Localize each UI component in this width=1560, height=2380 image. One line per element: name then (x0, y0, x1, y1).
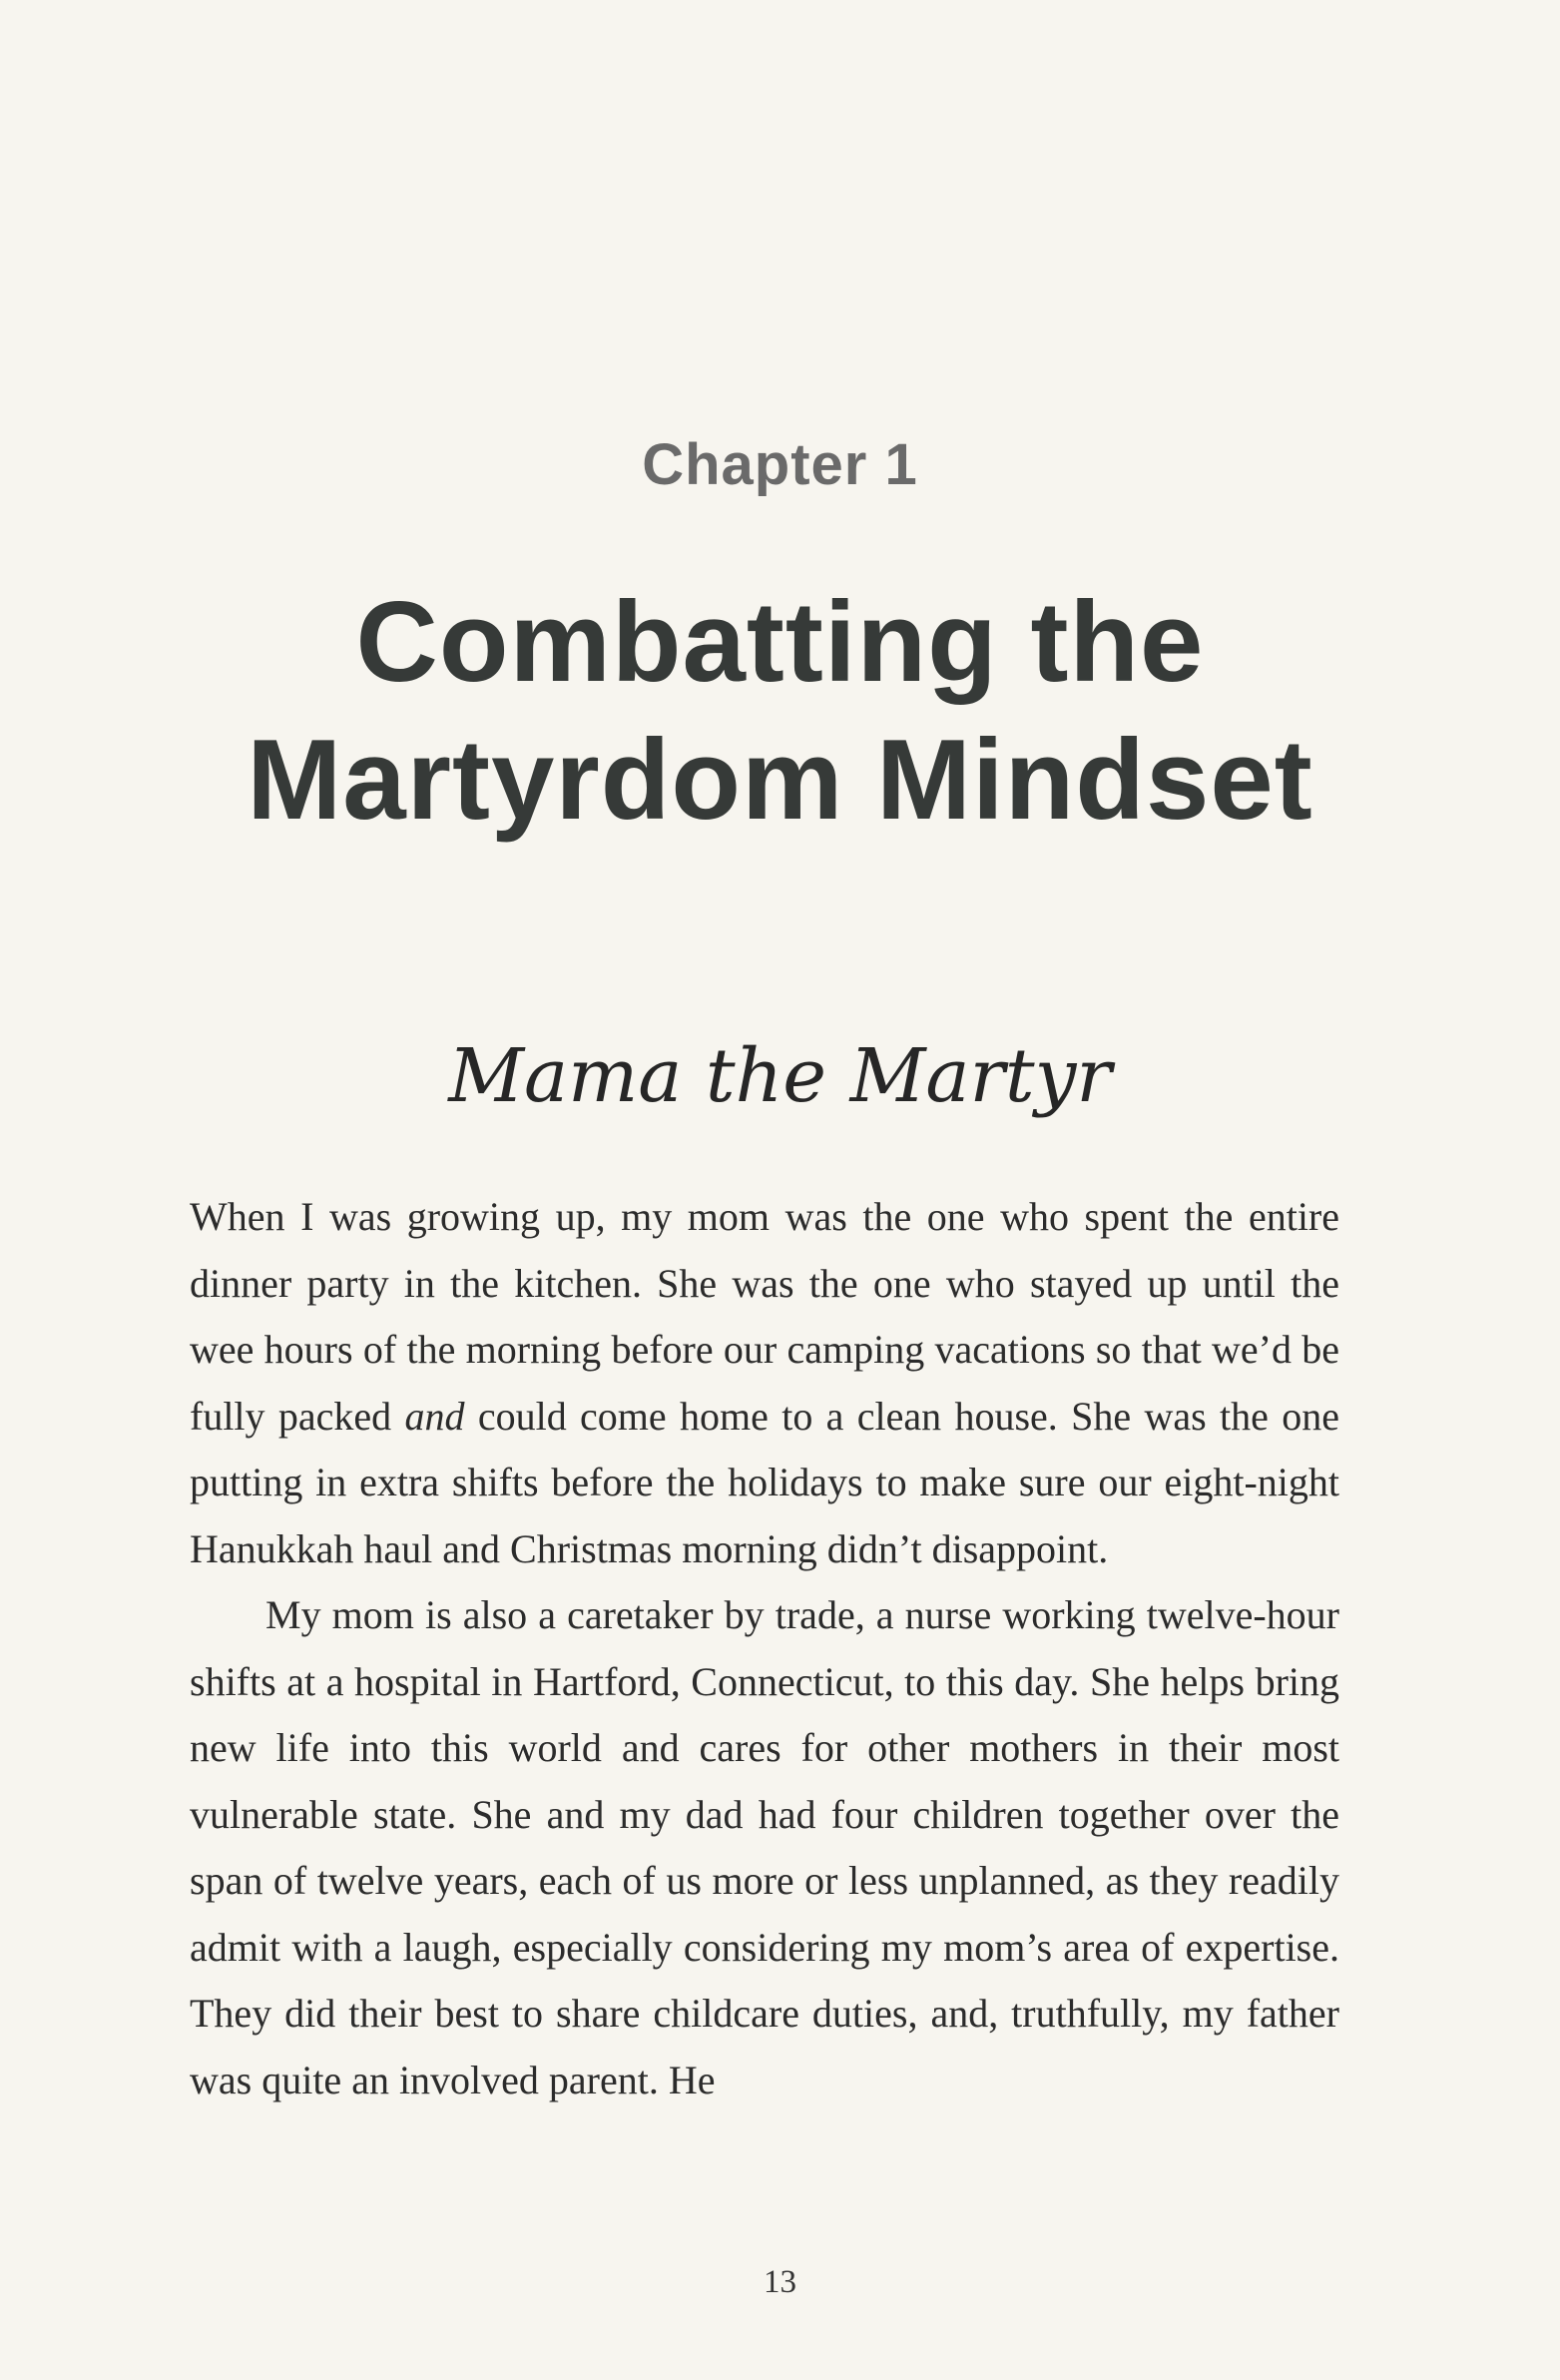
paragraph-1 (190, 1184, 1339, 1582)
chapter-title-line-1: Combatting the (355, 579, 1205, 706)
chapter-title-line-2: Martyrdom Mindset (247, 717, 1313, 844)
chapter-title (0, 574, 1560, 850)
body-text (190, 1184, 1339, 2113)
paragraph-2: My mom is also a caretaker by trade, a nurse working twelve-hour shifts at a hospital in Hartford, Connecticut, to this day. She helps bring new life into this world and cares for other mothers in their most vulnerable state. She and my dad had four children together over the span of twelve years, each of us more or less unplanned, as they readily admit with a laugh, especially considering my mom’s area of expertise. They did their best to share childcare duties, and, truthfully, my father was quite an involved parent. He (190, 1592, 1339, 2102)
section-heading: Mama the Martyr (448, 1033, 1112, 1119)
paragraph-1-text-a: When I was growing up, my mom was the one who spent the entire dinner party in the kitchen. She was the one who stayed up until the wee hours of the morning before our camping vacations so that we’d be fully packed (190, 1194, 1339, 1439)
paragraph-1-text-b: could come home to a clean house. She was the one putting in extra shifts before the holidays to make sure our eight-night Hanukkah haul and Christmas morning didn’t disappoint. (190, 1393, 1340, 1571)
paragraph-1-emphasis: and (404, 1393, 465, 1439)
page-number: 13 (764, 2264, 796, 2300)
chapter-label: Chapter 1 (642, 432, 918, 497)
